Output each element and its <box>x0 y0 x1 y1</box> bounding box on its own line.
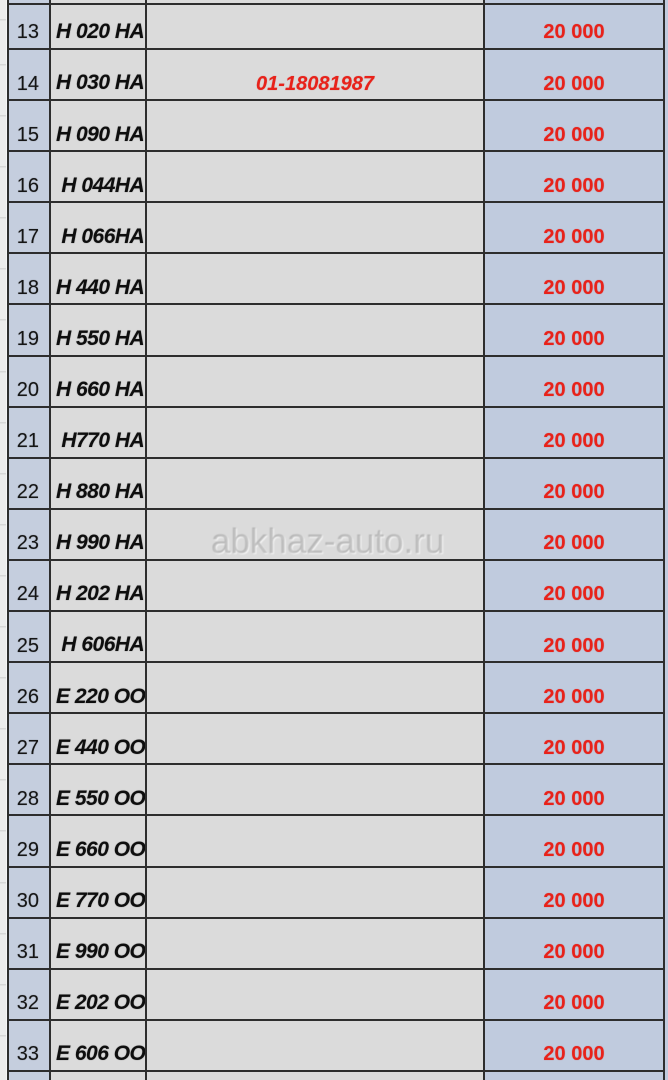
price-cell[interactable]: 20 000 <box>483 201 665 252</box>
price-cell[interactable]: 20 000 <box>483 303 665 354</box>
plate-number-cell[interactable]: Н 440 НА <box>49 252 145 303</box>
plate-number-cell[interactable]: Н770 НА <box>49 406 145 457</box>
row-number-cell[interactable]: 28 <box>7 763 49 814</box>
note-cell[interactable] <box>145 201 483 252</box>
note-cell[interactable] <box>145 610 483 661</box>
table-row <box>0 1019 665 1070</box>
row-number-cell[interactable]: 29 <box>7 814 49 865</box>
plate-number-cell[interactable]: Е 220 ОО <box>49 661 145 712</box>
row-number-cell[interactable]: 18 <box>7 252 49 303</box>
plate-number-cell[interactable]: Е 990 ОО <box>49 917 145 968</box>
row-gutter <box>0 610 7 661</box>
table-row <box>0 814 665 865</box>
table-row <box>0 150 665 201</box>
plate-number-cell[interactable]: Н 202 НА <box>49 559 145 610</box>
row-gutter <box>0 968 7 1019</box>
price-cell[interactable]: 20 000 <box>483 406 665 457</box>
note-cell[interactable] <box>145 559 483 610</box>
plate-number-cell[interactable]: Е 606 ОО <box>49 1019 145 1070</box>
row-number-cell[interactable]: 22 <box>7 457 49 508</box>
row-number-cell[interactable]: 24 <box>7 559 49 610</box>
price-cell[interactable]: 20 000 <box>483 48 665 99</box>
row-number-cell[interactable]: 14 <box>7 48 49 99</box>
row-number-cell[interactable]: 31 <box>7 917 49 968</box>
plate-number-cell[interactable]: Н 066НА <box>49 201 145 252</box>
plate-number-cell[interactable]: Н 550 НА <box>49 303 145 354</box>
price-cell[interactable]: 20 000 <box>483 866 665 917</box>
note-cell[interactable] <box>145 508 483 559</box>
plate-number-cell[interactable]: Н 044НА <box>49 150 145 201</box>
table-row <box>0 355 665 406</box>
note-cell[interactable] <box>145 355 483 406</box>
note-cell[interactable] <box>145 1019 483 1070</box>
plate-number-cell[interactable]: Е 440 ОО <box>49 712 145 763</box>
row-gutter <box>0 457 7 508</box>
table-row <box>0 763 665 814</box>
note-cell[interactable] <box>145 968 483 1019</box>
note-cell[interactable] <box>145 712 483 763</box>
row-gutter <box>0 252 7 303</box>
row-number-cell[interactable]: 15 <box>7 99 49 150</box>
row-gutter <box>0 559 7 610</box>
price-cell[interactable]: 20 000 <box>483 763 665 814</box>
price-cell[interactable]: 20 000 <box>483 917 665 968</box>
price-cell[interactable]: 20 000 <box>483 661 665 712</box>
row-number-cell[interactable]: 25 <box>7 610 49 661</box>
row-gutter <box>0 1070 7 1080</box>
row-gutter <box>0 866 7 917</box>
partial-row-bottom <box>0 1070 665 1080</box>
note-cell[interactable] <box>145 457 483 508</box>
row-number-cell[interactable]: 27 <box>7 712 49 763</box>
row-number-cell[interactable]: 13 <box>7 3 49 48</box>
row-gutter <box>0 99 7 150</box>
table-row <box>0 201 665 252</box>
row-gutter <box>0 661 7 712</box>
note-cell[interactable]: 01-18081987 <box>145 48 483 99</box>
row-number-cell[interactable]: 17 <box>7 201 49 252</box>
plate-number-cell[interactable]: Е 660 ОО <box>49 814 145 865</box>
price-cell[interactable]: 20 000 <box>483 712 665 763</box>
row-gutter <box>0 201 7 252</box>
table-row <box>0 559 665 610</box>
price-cell[interactable]: 20 000 <box>483 610 665 661</box>
plate-number-cell[interactable]: Н 030 НА <box>49 48 145 99</box>
note-cell[interactable] <box>145 814 483 865</box>
row-number-cell <box>7 1070 49 1080</box>
row-gutter <box>0 48 7 99</box>
plate-number-cell[interactable]: Н 020 НА <box>49 3 145 48</box>
row-number-cell[interactable]: 33 <box>7 1019 49 1070</box>
row-number-cell[interactable]: 32 <box>7 968 49 1019</box>
price-cell[interactable]: 20 000 <box>483 99 665 150</box>
row-gutter <box>0 355 7 406</box>
row-gutter <box>0 406 7 457</box>
plate-number-cell[interactable]: Н 660 НА <box>49 355 145 406</box>
row-gutter <box>0 150 7 201</box>
price-cell[interactable]: 20 000 <box>483 150 665 201</box>
table-row <box>0 99 665 150</box>
note-cell[interactable] <box>145 99 483 150</box>
plate-number-cell[interactable]: Е 770 ОО <box>49 866 145 917</box>
price-cell[interactable]: 20 000 <box>483 1019 665 1070</box>
table-row <box>0 661 665 712</box>
row-gutter <box>0 3 7 48</box>
table-row <box>0 457 665 508</box>
row-gutter <box>0 814 7 865</box>
price-cell[interactable]: 20 000 <box>483 355 665 406</box>
plate-number-cell[interactable]: Е 202 ОО <box>49 968 145 1019</box>
row-number-cell[interactable]: 19 <box>7 303 49 354</box>
table-row <box>0 712 665 763</box>
row-gutter <box>0 763 7 814</box>
row-number-cell[interactable]: 16 <box>7 150 49 201</box>
note-cell <box>145 1070 483 1080</box>
price-cell[interactable]: 20 000 <box>483 968 665 1019</box>
row-number-cell[interactable]: 20 <box>7 355 49 406</box>
plate-number-cell[interactable]: Е 550 ОО <box>49 763 145 814</box>
note-cell[interactable] <box>145 661 483 712</box>
row-gutter <box>0 917 7 968</box>
table-row <box>0 48 665 99</box>
table-row <box>0 610 665 661</box>
note-cell[interactable] <box>145 150 483 201</box>
price-cell[interactable]: 20 000 <box>483 252 665 303</box>
plate-number-cell[interactable]: Н 606НА <box>49 610 145 661</box>
table-row <box>0 406 665 457</box>
row-gutter <box>0 508 7 559</box>
row-gutter <box>0 1019 7 1070</box>
note-cell[interactable] <box>145 917 483 968</box>
row-number-cell[interactable]: 21 <box>7 406 49 457</box>
plate-number-cell[interactable]: Н 990 НА <box>49 508 145 559</box>
plate-number-cell[interactable]: Н 090 НА <box>49 99 145 150</box>
note-cell[interactable] <box>145 3 483 48</box>
price-cell[interactable]: 20 000 <box>483 559 665 610</box>
table-row <box>0 252 665 303</box>
plate-number-cell <box>49 1070 145 1080</box>
price-cell[interactable]: 20 000 <box>483 508 665 559</box>
plate-number-cell[interactable]: Н 880 НА <box>49 457 145 508</box>
row-gutter <box>0 712 7 763</box>
row-number-cell[interactable]: 30 <box>7 866 49 917</box>
note-cell[interactable] <box>145 406 483 457</box>
price-cell <box>483 1070 665 1080</box>
note-cell[interactable] <box>145 303 483 354</box>
table-row <box>0 3 665 48</box>
row-number-cell[interactable]: 26 <box>7 661 49 712</box>
row-gutter <box>0 303 7 354</box>
price-cell[interactable]: 20 000 <box>483 3 665 48</box>
table-row <box>0 968 665 1019</box>
table-row <box>0 508 665 559</box>
row-number-cell[interactable]: 23 <box>7 508 49 559</box>
price-cell[interactable]: 20 000 <box>483 457 665 508</box>
table-row <box>0 917 665 968</box>
price-cell[interactable]: 20 000 <box>483 814 665 865</box>
table-row <box>0 303 665 354</box>
watermark: abkhaz-auto.ru <box>211 522 445 561</box>
note-cell[interactable] <box>145 252 483 303</box>
note-cell[interactable] <box>145 763 483 814</box>
note-cell[interactable] <box>145 866 483 917</box>
table-row <box>0 866 665 917</box>
